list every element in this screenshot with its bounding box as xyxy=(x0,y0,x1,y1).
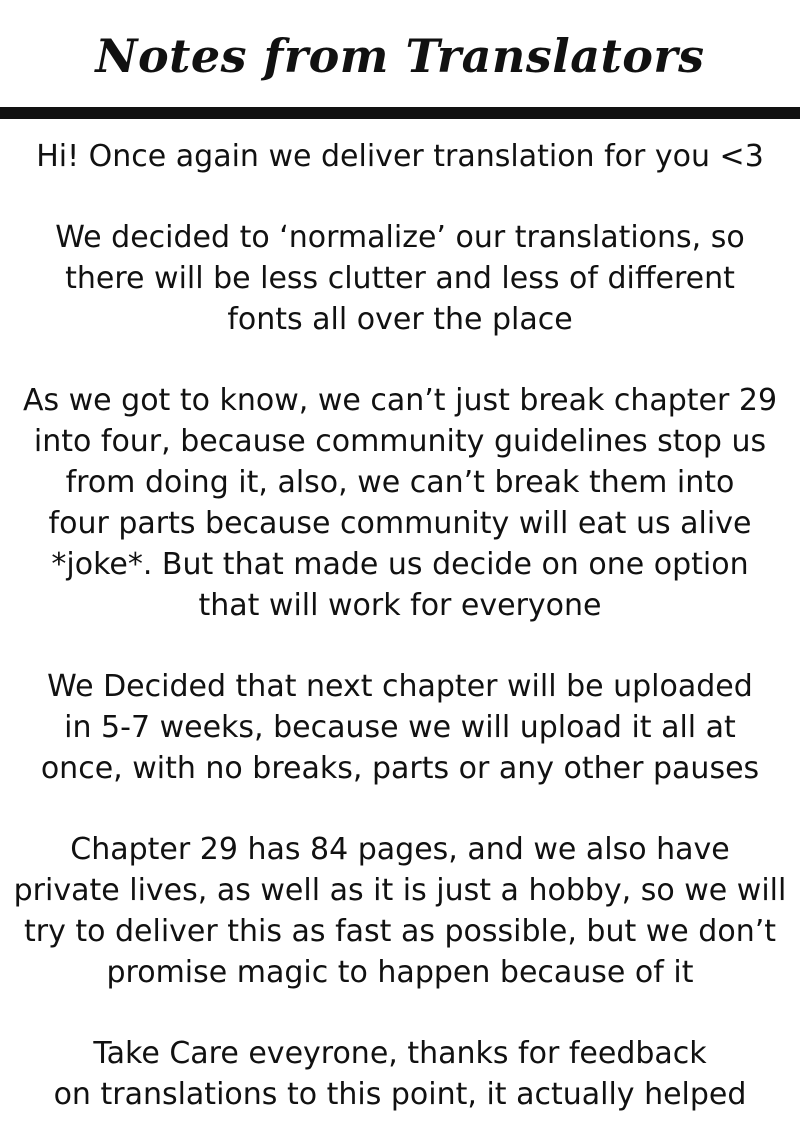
title-divider xyxy=(0,107,800,119)
text-line: private lives, as well as it is just a hobby, so we will xyxy=(13,873,787,908)
text-line: on translations to this point, it actually helped xyxy=(53,1077,747,1112)
notes-body xyxy=(0,136,800,1115)
paragraph-chapter-pages xyxy=(0,829,800,993)
text-line: four parts because community will eat us alive xyxy=(48,506,752,541)
text-line: promise magic to happen because of it xyxy=(106,955,694,990)
text-line: We Decided that next chapter will be uploaded xyxy=(47,669,753,704)
paragraph-gap xyxy=(0,626,800,666)
paragraph-gap xyxy=(0,340,800,380)
text-line: We decided to ‘normalize’ our translations, so xyxy=(55,220,745,255)
paragraph-normalize xyxy=(0,217,800,340)
text-line: Take Care eveyrone, thanks for feedback xyxy=(93,1036,707,1071)
text-line: there will be less clutter and less of different xyxy=(65,261,735,296)
paragraph-chapter-split xyxy=(0,380,800,626)
paragraph-gap xyxy=(0,993,800,1033)
text-line: Hi! Once again we deliver translation for you <3 xyxy=(36,139,764,174)
text-line: As we got to know, we can’t just break chapter 29 xyxy=(22,383,778,418)
text-line: in 5-7 weeks, because we will upload it all at xyxy=(64,710,736,745)
paragraph-greeting xyxy=(0,136,800,177)
page-title: Notes from Translators xyxy=(95,29,705,83)
paragraph-closing xyxy=(0,1033,800,1115)
text-line: Chapter 29 has 84 pages, and we also have xyxy=(70,832,730,867)
text-line: once, with no breaks, parts or any other pauses xyxy=(40,751,760,786)
text-line: fonts all over the place xyxy=(227,302,573,337)
paragraph-gap xyxy=(0,177,800,217)
text-line: *joke*. But that made us decide on one option xyxy=(51,547,749,582)
paragraph-gap xyxy=(0,789,800,829)
text-line: that will work for everyone xyxy=(198,588,602,623)
text-line: try to deliver this as fast as possible, but we don’t xyxy=(23,914,777,949)
paragraph-upload-schedule xyxy=(0,666,800,789)
text-line: from doing it, also, we can’t break them into xyxy=(65,465,735,500)
text-line: into four, because community guidelines stop us xyxy=(33,424,767,459)
